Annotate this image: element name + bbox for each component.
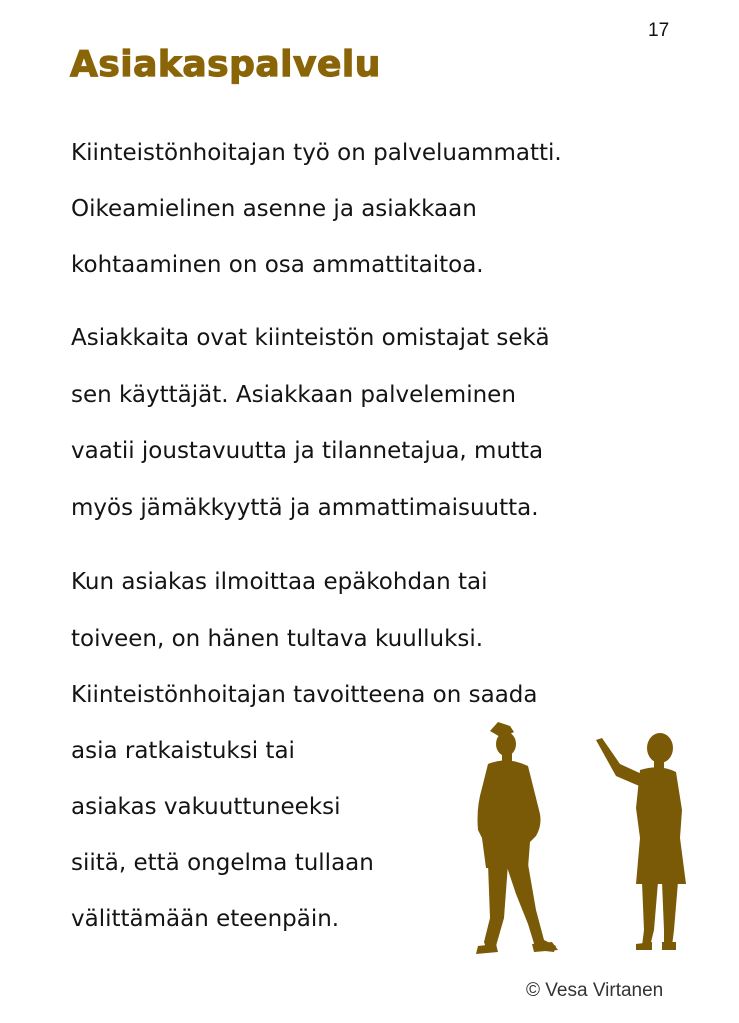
woman-silhouette <box>596 733 686 950</box>
paragraph-3-line-7: välittämään eteenpäin. <box>71 906 340 932</box>
page-number: 17 <box>648 20 670 41</box>
two-people-silhouette-icon <box>470 718 690 963</box>
paragraph-3-line-4: asia ratkaistuksi tai <box>71 738 295 764</box>
man-silhouette <box>476 722 558 954</box>
paragraph-1-line-1: Kiinteistönhoitajan työ on palveluammatti. <box>71 140 562 166</box>
paragraph-2-line-1: Asiakkaita ovat kiinteistön omistajat sekä <box>71 325 550 351</box>
paragraph-3-line-1: Kun asiakas ilmoittaa epäkohdan tai <box>71 569 488 595</box>
paragraph-3-line-6: siitä, että ongelma tullaan <box>71 850 374 876</box>
paragraph-3-line-3: Kiinteistönhoitajan tavoitteena on saada <box>71 682 538 708</box>
paragraph-1-line-3: kohtaaminen on osa ammattitaitoa. <box>71 252 484 278</box>
paragraph-3-line-5: asiakas vakuuttuneeksi <box>71 794 341 820</box>
paragraph-1-line-2: Oikeamielinen asenne ja asiakkaan <box>71 196 477 222</box>
page-title: Asiakaspalvelu <box>70 44 381 85</box>
paragraph-2-line-4: myös jämäkkyyttä ja ammattimaisuutta. <box>71 495 539 521</box>
paragraph-2-line-3: vaatii joustavuutta ja tilannetajua, mutta <box>71 438 544 464</box>
paragraph-2-line-2: sen käyttäjät. Asiakkaan palveleminen <box>71 382 516 408</box>
copyright-notice: © Vesa Virtanen <box>526 980 664 1001</box>
paragraph-3-line-2: toiveen, on hänen tultava kuulluksi. <box>71 626 484 652</box>
